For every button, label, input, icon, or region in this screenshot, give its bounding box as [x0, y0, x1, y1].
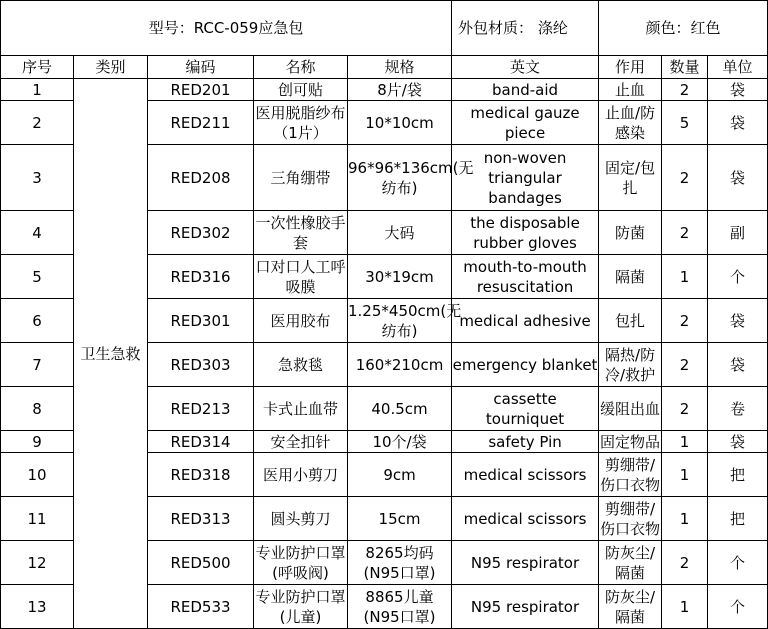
item-quantity: 2 — [662, 145, 708, 211]
item-quantity: 5 — [662, 101, 708, 145]
item-use: 隔菌 — [599, 255, 662, 299]
item-code: RED316 — [148, 255, 254, 299]
col-unit-header: 单位 — [708, 56, 768, 79]
item-name: 口对口人工呼吸膜 — [254, 255, 348, 299]
item-name: 圆头剪刀 — [254, 497, 348, 541]
item-use: 防灰尘/隔菌 — [599, 585, 662, 629]
item-code: RED318 — [148, 453, 254, 497]
item-unit: 把 — [708, 453, 768, 497]
item-quantity: 1 — [662, 255, 708, 299]
item-code: RED500 — [148, 541, 254, 585]
item-unit: 卷 — [708, 387, 768, 431]
item-english: emergency blanket — [452, 343, 599, 387]
item-quantity: 1 — [662, 585, 708, 629]
item-use: 剪绷带/伤口衣物 — [599, 497, 662, 541]
item-quantity: 2 — [662, 211, 708, 255]
col-use-header: 作用 — [599, 56, 662, 79]
item-english: mouth-to-mouth resuscitation — [452, 255, 599, 299]
item-spec: 15cm — [348, 497, 452, 541]
item-spec: 1.25*450cm(无纺布) — [348, 299, 452, 343]
row-number: 11 — [1, 497, 74, 541]
item-unit: 袋 — [708, 145, 768, 211]
col-code-header: 编码 — [148, 56, 254, 79]
item-quantity: 2 — [662, 79, 708, 101]
item-name: 医用胶布 — [254, 299, 348, 343]
item-unit: 袋 — [708, 299, 768, 343]
title-row — [1, 1, 768, 56]
column-header-row — [1, 56, 768, 79]
item-english: medical adhesive — [452, 299, 599, 343]
col-category-header: 类别 — [74, 56, 148, 79]
item-spec: 8865儿童(N95口罩) — [348, 585, 452, 629]
item-unit: 袋 — [708, 101, 768, 145]
model-cell: 型号：RCC-059应急包 — [1, 1, 452, 56]
item-spec: 160*210cm — [348, 343, 452, 387]
item-english: safety Pin — [452, 431, 599, 453]
item-english: medical scissors — [452, 497, 599, 541]
row-number: 1 — [1, 79, 74, 101]
item-name: 安全扣针 — [254, 431, 348, 453]
item-code: RED201 — [148, 79, 254, 101]
item-use: 隔热/防冷/救护 — [599, 343, 662, 387]
row-number: 4 — [1, 211, 74, 255]
item-code: RED213 — [148, 387, 254, 431]
row-number: 6 — [1, 299, 74, 343]
item-name: 创可贴 — [254, 79, 348, 101]
item-unit: 个 — [708, 541, 768, 585]
item-unit: 个 — [708, 585, 768, 629]
item-spec: 96*96*136cm(无纺布) — [348, 145, 452, 211]
item-spec: 10个/袋 — [348, 431, 452, 453]
item-code: RED208 — [148, 145, 254, 211]
item-unit: 袋 — [708, 79, 768, 101]
item-code: RED211 — [148, 101, 254, 145]
item-code: RED302 — [148, 211, 254, 255]
item-unit: 个 — [708, 255, 768, 299]
col-no-header: 序号 — [1, 56, 74, 79]
item-english: N95 respirator — [452, 585, 599, 629]
item-code: RED314 — [148, 431, 254, 453]
row-number: 10 — [1, 453, 74, 497]
item-use: 缓阻出血 — [599, 387, 662, 431]
item-spec: 8片/袋 — [348, 79, 452, 101]
item-code: RED533 — [148, 585, 254, 629]
item-spec: 大码 — [348, 211, 452, 255]
row-number: 8 — [1, 387, 74, 431]
item-english: medical scissors — [452, 453, 599, 497]
row-number: 7 — [1, 343, 74, 387]
item-spec: 9cm — [348, 453, 452, 497]
item-english: the disposable rubber gloves — [452, 211, 599, 255]
row-number: 2 — [1, 101, 74, 145]
item-quantity: 2 — [662, 343, 708, 387]
item-name: 一次性橡胶手套 — [254, 211, 348, 255]
item-use: 包扎 — [599, 299, 662, 343]
item-use: 止血/防感染 — [599, 101, 662, 145]
item-name: 医用脱脂纱布（1片） — [254, 101, 348, 145]
item-spec: 10*10cm — [348, 101, 452, 145]
item-name: 专业防护口罩(儿童) — [254, 585, 348, 629]
item-quantity: 2 — [662, 387, 708, 431]
item-english: medical gauze piece — [452, 101, 599, 145]
item-english: non-woven triangular bandages — [452, 145, 599, 211]
item-name: 急救毯 — [254, 343, 348, 387]
item-name: 卡式止血带 — [254, 387, 348, 431]
item-code: RED313 — [148, 497, 254, 541]
col-name-header: 名称 — [254, 56, 348, 79]
item-name: 三角绷带 — [254, 145, 348, 211]
item-unit: 副 — [708, 211, 768, 255]
item-unit: 袋 — [708, 431, 768, 453]
item-spec: 8265均码(N95口罩) — [348, 541, 452, 585]
item-spec: 40.5cm — [348, 387, 452, 431]
item-code: RED303 — [148, 343, 254, 387]
item-english: band-aid — [452, 79, 599, 101]
col-english-header: 英文 — [452, 56, 599, 79]
item-use: 止血 — [599, 79, 662, 101]
row-number: 3 — [1, 145, 74, 211]
item-english: cassette tourniquet — [452, 387, 599, 431]
item-quantity: 1 — [662, 431, 708, 453]
item-unit: 袋 — [708, 343, 768, 387]
table-row — [1, 79, 768, 101]
item-quantity: 1 — [662, 453, 708, 497]
item-use: 防灰尘/隔菌 — [599, 541, 662, 585]
category-cell: 卫生急救 — [74, 79, 148, 629]
item-spec: 30*19cm — [348, 255, 452, 299]
item-quantity: 2 — [662, 541, 708, 585]
item-use: 剪绷带/伤口衣物 — [599, 453, 662, 497]
item-unit: 把 — [708, 497, 768, 541]
item-quantity: 2 — [662, 299, 708, 343]
item-use: 固定/包扎 — [599, 145, 662, 211]
item-use: 固定物品 — [600, 432, 661, 451]
row-number: 13 — [1, 585, 74, 629]
row-number: 5 — [1, 255, 74, 299]
item-use: 防菌 — [599, 211, 662, 255]
row-number: 9 — [1, 431, 74, 453]
col-spec-header: 规格 — [348, 56, 452, 79]
color-cell: 颜色：红色 — [599, 1, 768, 56]
item-code: RED301 — [148, 299, 254, 343]
item-name: 医用小剪刀 — [254, 453, 348, 497]
row-number: 12 — [1, 541, 74, 585]
material-cell: 外包材质： 涤纶 — [452, 1, 599, 56]
item-name: 专业防护口罩(呼吸阀) — [254, 541, 348, 585]
item-quantity: 1 — [662, 497, 708, 541]
item-english: N95 respirator — [452, 541, 599, 585]
col-qty-header: 数量 — [662, 56, 708, 79]
